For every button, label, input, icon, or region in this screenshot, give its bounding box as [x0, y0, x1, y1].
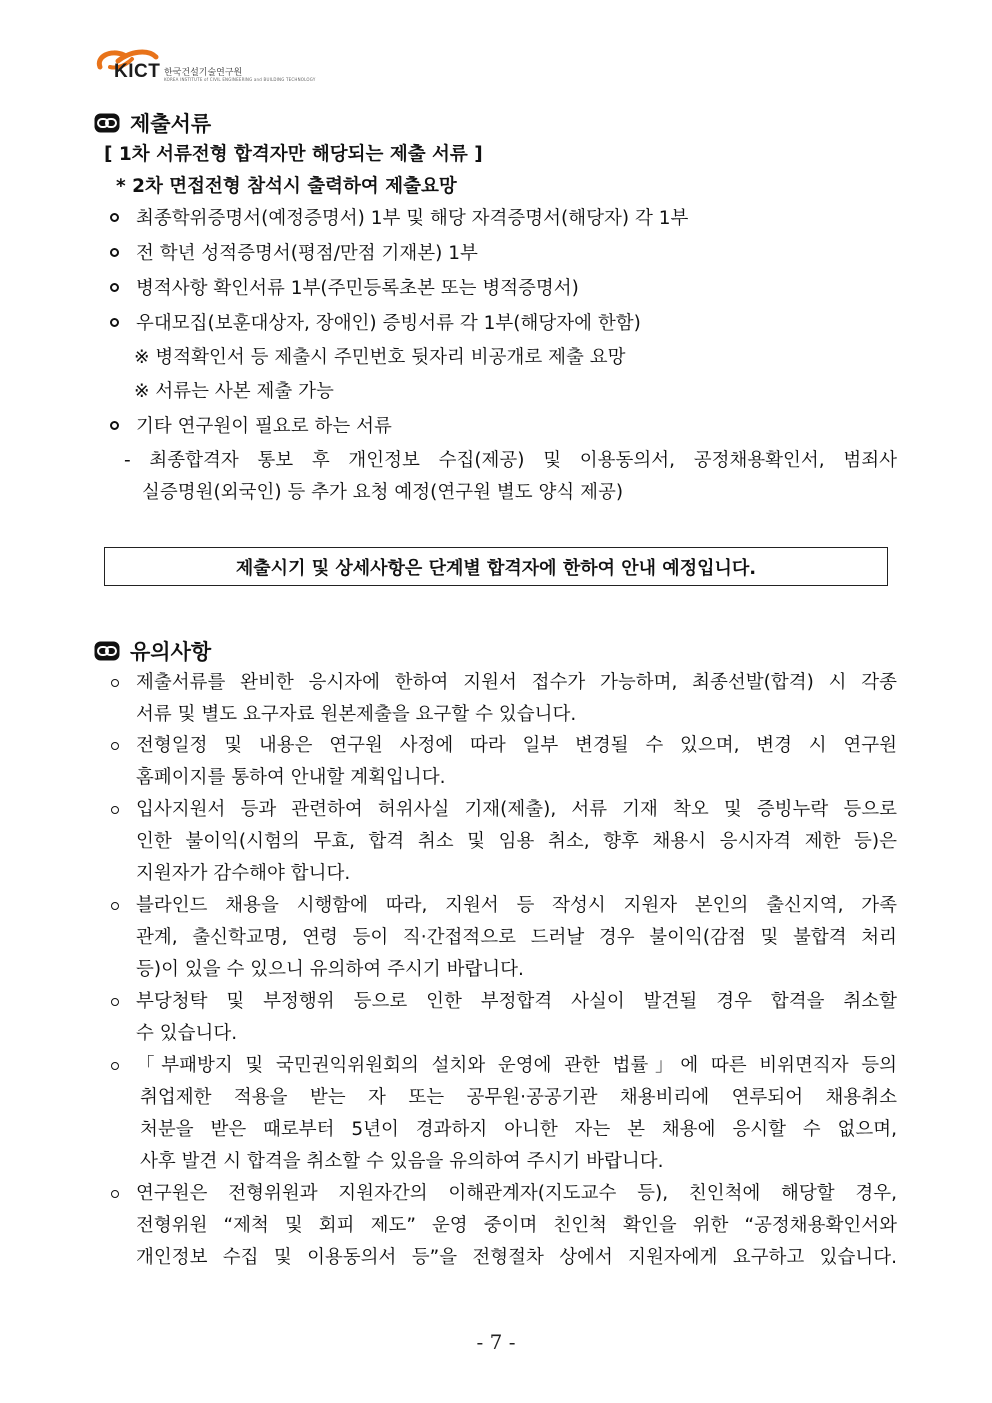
caution-line: 제출서류를 완비한 응시자에 한하여 지원서 접수가 가능하며, 최종선발(합격) 시 각종 — [136, 672, 897, 693]
document-remark: ※ 서류는 사본 제출 가능 — [134, 381, 334, 402]
circle-bullet-icon — [111, 1190, 119, 1198]
caution-line: 처분을 받은 때로부터 5년이 경과하지 아니한 자는 본 채용에 응시할 수 없으며, — [140, 1119, 897, 1140]
circle-bullet-icon — [111, 998, 119, 1006]
documents-note: * 2차 면접전형 참석시 출력하여 제출요망 — [116, 176, 457, 197]
caution-line: 홈페이지를 통하여 안내할 계획입니다. — [136, 767, 446, 788]
document-item: 우대모집(보훈대상자, 장애인) 증빙서류 각 1부(해당자에 한함) — [136, 313, 641, 334]
document-remark: ※ 병적확인서 등 제출시 주민번호 뒷자리 비공개로 제출 요망 — [134, 347, 626, 368]
other-detail-line: 실증명원(외국인) 등 추가 요청 예정(연구원 별도 양식 제공) — [142, 482, 624, 503]
caution-line: 입사지원서 등과 관련하여 허위사실 기재(제출), 서류 기재 착오 및 증빙누락 등으로 — [136, 799, 897, 820]
link-icon — [94, 641, 120, 661]
caution-line: 관계, 출신학교명, 연령 등이 직·간접적으로 드러날 경우 불이익(감점 및 불합격 처리 — [136, 927, 897, 948]
circle-bullet-icon — [111, 1062, 119, 1070]
caution-line: 연구원은 전형위원과 지원자간의 이해관계자(지도교수 등), 친인척에 해당할 경우, — [136, 1183, 897, 1204]
caution-line: 전형일정 및 내용은 연구원 사정에 따라 일부 변경될 수 있으며, 변경 시 연구원 — [136, 735, 897, 756]
notice-box: 제출시기 및 상세사항은 단계별 합격자에 한하여 안내 예정입니다. — [104, 547, 888, 586]
caution-line: 서류 및 별도 요구자료 원본제출을 요구할 수 있습니다. — [136, 704, 577, 725]
caution-line: 「부패방지 및 국민권익위원회의 설치와 운영에 관한 법률」에 따른 비위면직자 등의 — [136, 1055, 897, 1076]
caution-line: 전형위원 “제척 및 회피 제도” 운영 중이며 친인척 확인을 위한 “공정채용확인서와 — [136, 1215, 897, 1236]
caution-line: 부당청탁 및 부정행위 등으로 인한 부정합격 사실이 발견될 경우 합격을 취소할 — [136, 991, 897, 1012]
section-title: 유의사항 — [130, 640, 212, 664]
logo-text: KICT — [114, 61, 161, 82]
section-heading-documents — [94, 108, 211, 138]
caution-line: 수 있습니다. — [136, 1023, 238, 1044]
link-icon — [94, 113, 120, 133]
document-item-other: 기타 연구원이 필요로 하는 서류 — [136, 416, 392, 437]
caution-line: 등)이 있을 수 있으니 유의하여 주시기 바랍니다. — [136, 959, 524, 980]
other-detail-line: - 최종합격자 통보 후 개인정보 수집(제공) 및 이용동의서, 공정채용확인서, 범죄사 — [124, 450, 897, 471]
document-item: 병적사항 확인서류 1부(주민등록초본 또는 병적증명서) — [136, 278, 579, 299]
circle-bullet-icon — [110, 318, 119, 327]
caution-line: 블라인드 채용을 시행함에 따라, 지원서 등 작성시 지원자 본인의 출신지역, 가족 — [136, 895, 897, 916]
circle-bullet-icon — [111, 902, 119, 910]
circle-bullet-icon — [110, 213, 119, 222]
page-number: - 7 - — [476, 1330, 516, 1354]
section-title: 제출서류 — [130, 112, 212, 136]
org-name: 한국건설기술연구원 — [164, 68, 243, 78]
circle-bullet-icon — [110, 421, 119, 430]
circle-bullet-icon — [110, 248, 119, 257]
circle-bullet-icon — [110, 283, 119, 292]
document-item: 전 학년 성적증명서(평점/만점 기재본) 1부 — [136, 243, 478, 264]
caution-line: 취업제한 적용을 받는 자 또는 공무원·공공기관 채용비리에 연루되어 채용취소 — [140, 1087, 897, 1108]
caution-line: 지원자가 감수해야 합니다. — [136, 863, 351, 884]
caution-line: 사후 발견 시 합격을 취소할 수 있음을 유의하여 주시기 바랍니다. — [140, 1151, 664, 1172]
circle-bullet-icon — [111, 806, 119, 814]
org-tagline: KOREA INSTITUTE of CIVIL ENGINEERING and BUILDING TECHNOLOGY — [164, 77, 316, 82]
circle-bullet-icon — [111, 679, 119, 687]
section-heading-cautions — [94, 636, 211, 666]
documents-subtitle: [ 1차 서류전형 합격자만 해당되는 제출 서류 ] — [104, 144, 483, 165]
document-item: 최종학위증명서(예정증명서) 1부 및 해당 자격증명서(해당자) 각 1부 — [136, 208, 689, 229]
caution-line: 개인정보 수집 및 이용동의서 등”을 전형절차 상에서 지원자에게 요구하고 있습니다. — [136, 1247, 897, 1268]
kict-logo — [96, 47, 316, 87]
caution-line: 인한 불이익(시험의 무효, 합격 취소 및 임용 취소, 향후 채용시 응시자격 제한 등)은 — [136, 831, 897, 852]
circle-bullet-icon — [111, 742, 119, 750]
